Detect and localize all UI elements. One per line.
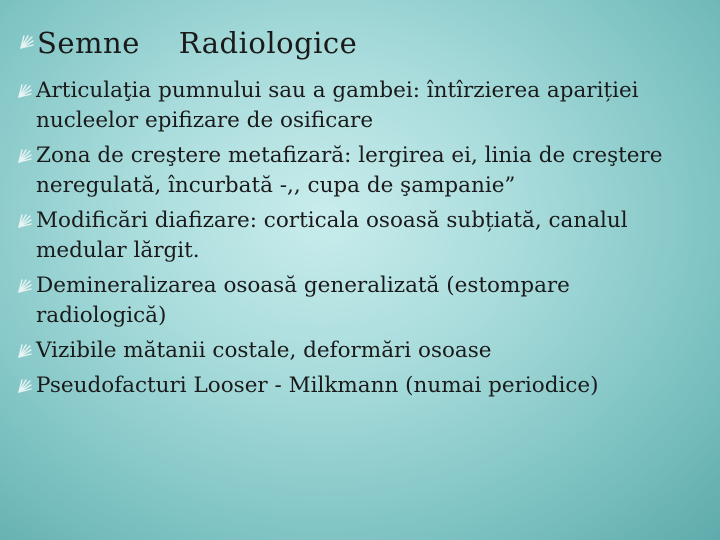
bullet-text: Demineralizarea osoasă generalizată (estompare radiologică) — [36, 273, 570, 328]
bullet-text: Articulaţia pumnului sau a gambei: întîrzierea apariției nucleelor epifizare de osificare — [36, 78, 639, 133]
bullet-text: Pseudofacturi Looser - Milkmann (numai periodice) — [36, 373, 599, 398]
bullet-text: Vizibile mătanii costale, deformări osoase — [36, 338, 492, 363]
sunburst-bullet-icon — [16, 279, 32, 295]
sunburst-bullet-icon — [16, 149, 32, 165]
bullet-list — [16, 76, 706, 406]
list-item — [16, 336, 706, 366]
slide-title: Semne Radiologice — [37, 26, 358, 60]
sunburst-bullet-icon — [16, 379, 32, 395]
bullet-text: Modificări diafizare: corticala osoasă subțiată, canalul medular lărgit. — [36, 208, 628, 263]
sunburst-bullet-icon — [18, 35, 34, 51]
bullet-text: Zona de creştere metafizară: lergirea ei, linia de creştere neregulată, încurbată -,, cupa de şampanie” — [36, 143, 663, 198]
list-item — [16, 371, 706, 401]
sunburst-bullet-icon — [16, 84, 32, 100]
title-row — [18, 26, 357, 60]
list-item — [16, 206, 706, 266]
sunburst-bullet-icon — [16, 214, 32, 230]
list-item — [16, 76, 706, 136]
list-item — [16, 271, 706, 331]
list-item — [16, 141, 706, 201]
sunburst-bullet-icon — [16, 344, 32, 360]
